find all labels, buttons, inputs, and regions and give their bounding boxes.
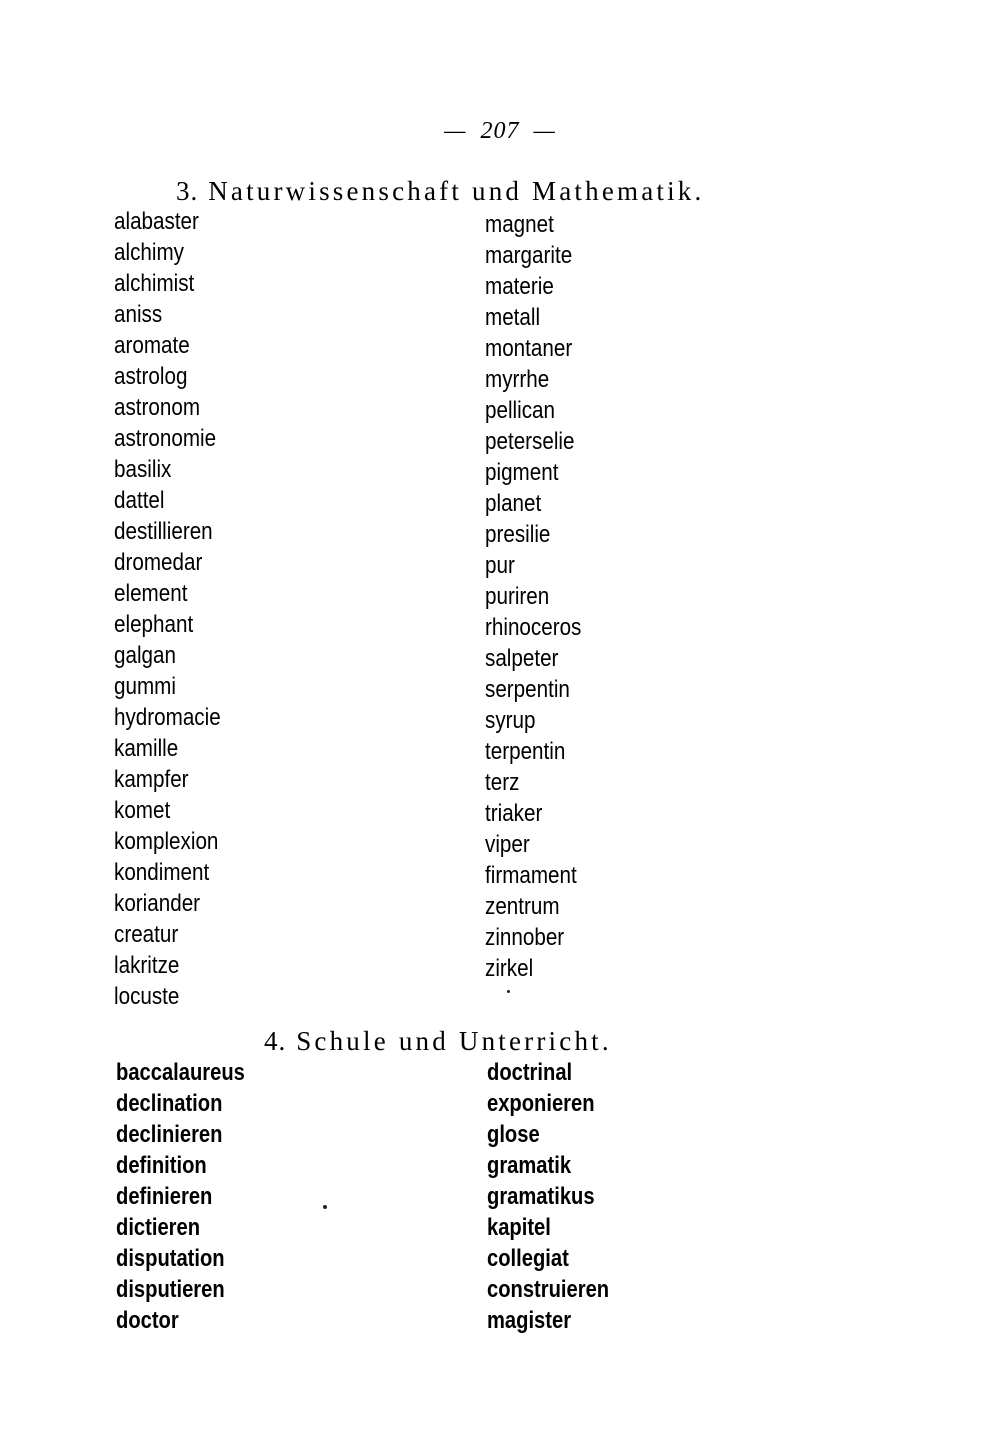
- section-heading-3: [176, 176, 704, 207]
- word-entry: magister: [487, 1307, 572, 1334]
- word-entry: pur: [485, 552, 515, 579]
- word-entry: galgan: [114, 642, 176, 669]
- word-list-left: [114, 206, 238, 1012]
- section-heading-4: [264, 1026, 612, 1057]
- word-entry: gramatik: [487, 1152, 572, 1179]
- word-entry: koriander: [114, 890, 201, 917]
- page-number-dash-right: —: [533, 118, 556, 144]
- word-entry: basilix: [114, 456, 172, 483]
- word-entry: exponieren: [487, 1090, 595, 1117]
- word-entry: komet: [114, 797, 171, 824]
- page-number-value: 207: [480, 118, 520, 144]
- word-entry: montaner: [485, 335, 573, 362]
- word-entry: baccalaureus: [116, 1059, 245, 1086]
- word-entry: aromate: [114, 332, 190, 359]
- word-entry: aniss: [114, 301, 163, 328]
- word-entry: elephant: [114, 611, 194, 638]
- word-entry: definition: [116, 1152, 207, 1179]
- word-entry: lakritze: [114, 952, 180, 979]
- word-entry: zentrum: [485, 893, 560, 920]
- word-entry: pellican: [485, 397, 555, 424]
- word-entry: disputation: [116, 1245, 225, 1272]
- word-entry: alabaster: [114, 208, 199, 235]
- word-entry: dictieren: [116, 1214, 201, 1241]
- word-entry: terz: [485, 769, 520, 796]
- word-entry: magnet: [485, 211, 554, 238]
- word-entry: zinnober: [485, 924, 565, 951]
- word-entry: construieren: [487, 1276, 610, 1303]
- word-entry: rhinoceros: [485, 614, 582, 641]
- word-list-right: [485, 209, 597, 984]
- word-list-left: [116, 1057, 269, 1336]
- page-number-dash-left: —: [444, 118, 467, 144]
- word-entry: doctor: [116, 1307, 179, 1334]
- section-number: 3.: [176, 176, 199, 206]
- word-entry: pigment: [485, 459, 559, 486]
- print-speck: [507, 990, 510, 993]
- word-entry: terpentin: [485, 738, 566, 765]
- word-entry: destillieren: [114, 518, 213, 545]
- word-entry: peterselie: [485, 428, 575, 455]
- word-list-right: [487, 1057, 632, 1336]
- word-entry: gummi: [114, 673, 176, 700]
- word-entry: triaker: [485, 800, 543, 827]
- word-entry: viper: [485, 831, 530, 858]
- word-entry: firmament: [485, 862, 577, 889]
- word-entry: dattel: [114, 487, 165, 514]
- word-entry: creatur: [114, 921, 179, 948]
- word-entry: syrup: [485, 707, 536, 734]
- word-entry: komplexion: [114, 828, 219, 855]
- print-speck: [323, 1205, 327, 1209]
- word-entry: margarite: [485, 242, 573, 269]
- section-title: Schule und Unterricht.: [296, 1026, 612, 1056]
- word-entry: myrrhe: [485, 366, 550, 393]
- section-number: 4.: [264, 1026, 287, 1056]
- word-entry: declination: [116, 1090, 223, 1117]
- word-entry: astronom: [114, 394, 201, 421]
- word-entry: doctrinal: [487, 1059, 573, 1086]
- word-entry: serpentin: [485, 676, 570, 703]
- word-entry: presilie: [485, 521, 551, 548]
- word-entry: kondiment: [114, 859, 210, 886]
- word-entry: astronomie: [114, 425, 217, 452]
- word-entry: kamille: [114, 735, 179, 762]
- word-entry: salpeter: [485, 645, 559, 672]
- word-entry: collegiat: [487, 1245, 569, 1272]
- word-entry: definieren: [116, 1183, 213, 1210]
- page-number: [0, 118, 1000, 145]
- word-entry: hydromacie: [114, 704, 221, 731]
- word-entry: kampfer: [114, 766, 189, 793]
- word-entry: dromedar: [114, 549, 203, 576]
- word-entry: planet: [485, 490, 542, 517]
- word-entry: alchimy: [114, 239, 184, 266]
- word-entry: astrolog: [114, 363, 188, 390]
- word-entry: locuste: [114, 983, 180, 1010]
- word-entry: glose: [487, 1121, 540, 1148]
- word-entry: kapitel: [487, 1214, 551, 1241]
- word-entry: metall: [485, 304, 541, 331]
- word-entry: puriren: [485, 583, 550, 610]
- word-entry: declinieren: [116, 1121, 223, 1148]
- word-entry: alchimist: [114, 270, 195, 297]
- word-entry: materie: [485, 273, 554, 300]
- word-entry: gramatikus: [487, 1183, 595, 1210]
- word-entry: zirkel: [485, 955, 534, 982]
- word-entry: element: [114, 580, 188, 607]
- section-title: Naturwissenschaft und Mathematik.: [208, 176, 705, 206]
- word-entry: disputieren: [116, 1276, 225, 1303]
